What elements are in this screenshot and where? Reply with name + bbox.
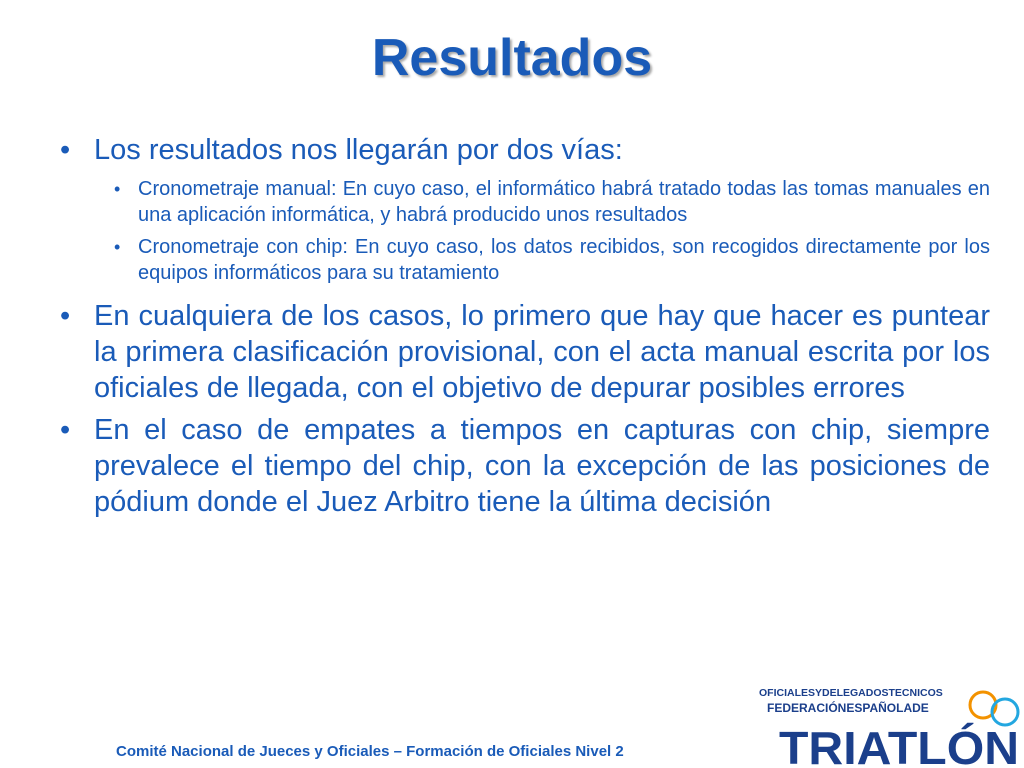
triatlon-federation-logo bbox=[755, 684, 1023, 768]
bullet-marker: • bbox=[60, 300, 71, 332]
bullet-marker: • bbox=[60, 134, 71, 166]
logo-wordmark: TRIATLÓN bbox=[779, 722, 1019, 768]
sub-bullet-item bbox=[104, 176, 990, 228]
bullet-text: Los resultados nos llegarán por dos vías: bbox=[94, 134, 623, 166]
sub-bullet-text: Cronometraje manual: En cuyo caso, el informático habrá tratado todas las tomas manuales en una aplicación informática, y habrá producido unos resultados bbox=[138, 178, 990, 226]
sub-bullet-marker: • bbox=[114, 179, 121, 199]
slide-title: Resultados bbox=[371, 29, 653, 87]
slide-content bbox=[60, 132, 990, 526]
bullet-item bbox=[60, 412, 990, 520]
sub-bullet-item bbox=[104, 234, 990, 286]
bullet-item bbox=[60, 132, 990, 168]
bullet-text: En cualquiera de los casos, lo primero que hay que hacer es puntear la primera clasificación provisional, con el acta manual escrita por los oficiales de llegada, con el objetivo de depurar posibles errores bbox=[94, 300, 990, 404]
slide-footer: Comité Nacional de Jueces y Oficiales – Formación de Oficiales Nivel 2 bbox=[116, 743, 624, 760]
bullet-marker: • bbox=[60, 414, 71, 446]
sub-bullet-marker: • bbox=[114, 237, 121, 257]
sub-bullet-list bbox=[60, 176, 990, 286]
logo-line2: FEDERACIÓNESPAÑOLADE bbox=[767, 701, 929, 715]
logo-line1: OFICIALESYDELEGADOSTECNICOS bbox=[759, 687, 943, 699]
bullet-item bbox=[60, 298, 990, 406]
sub-bullet-text: Cronometraje con chip: En cuyo caso, los datos recibidos, son recogidos directamente por los equipos informáticos para su tratamiento bbox=[138, 236, 990, 284]
bullet-text: En el caso de empates a tiempos en capturas con chip, siempre prevalece el tiempo del chip, con la excepción de las posiciones de pódium donde el Juez Arbitro tiene la última decisión bbox=[94, 414, 990, 518]
